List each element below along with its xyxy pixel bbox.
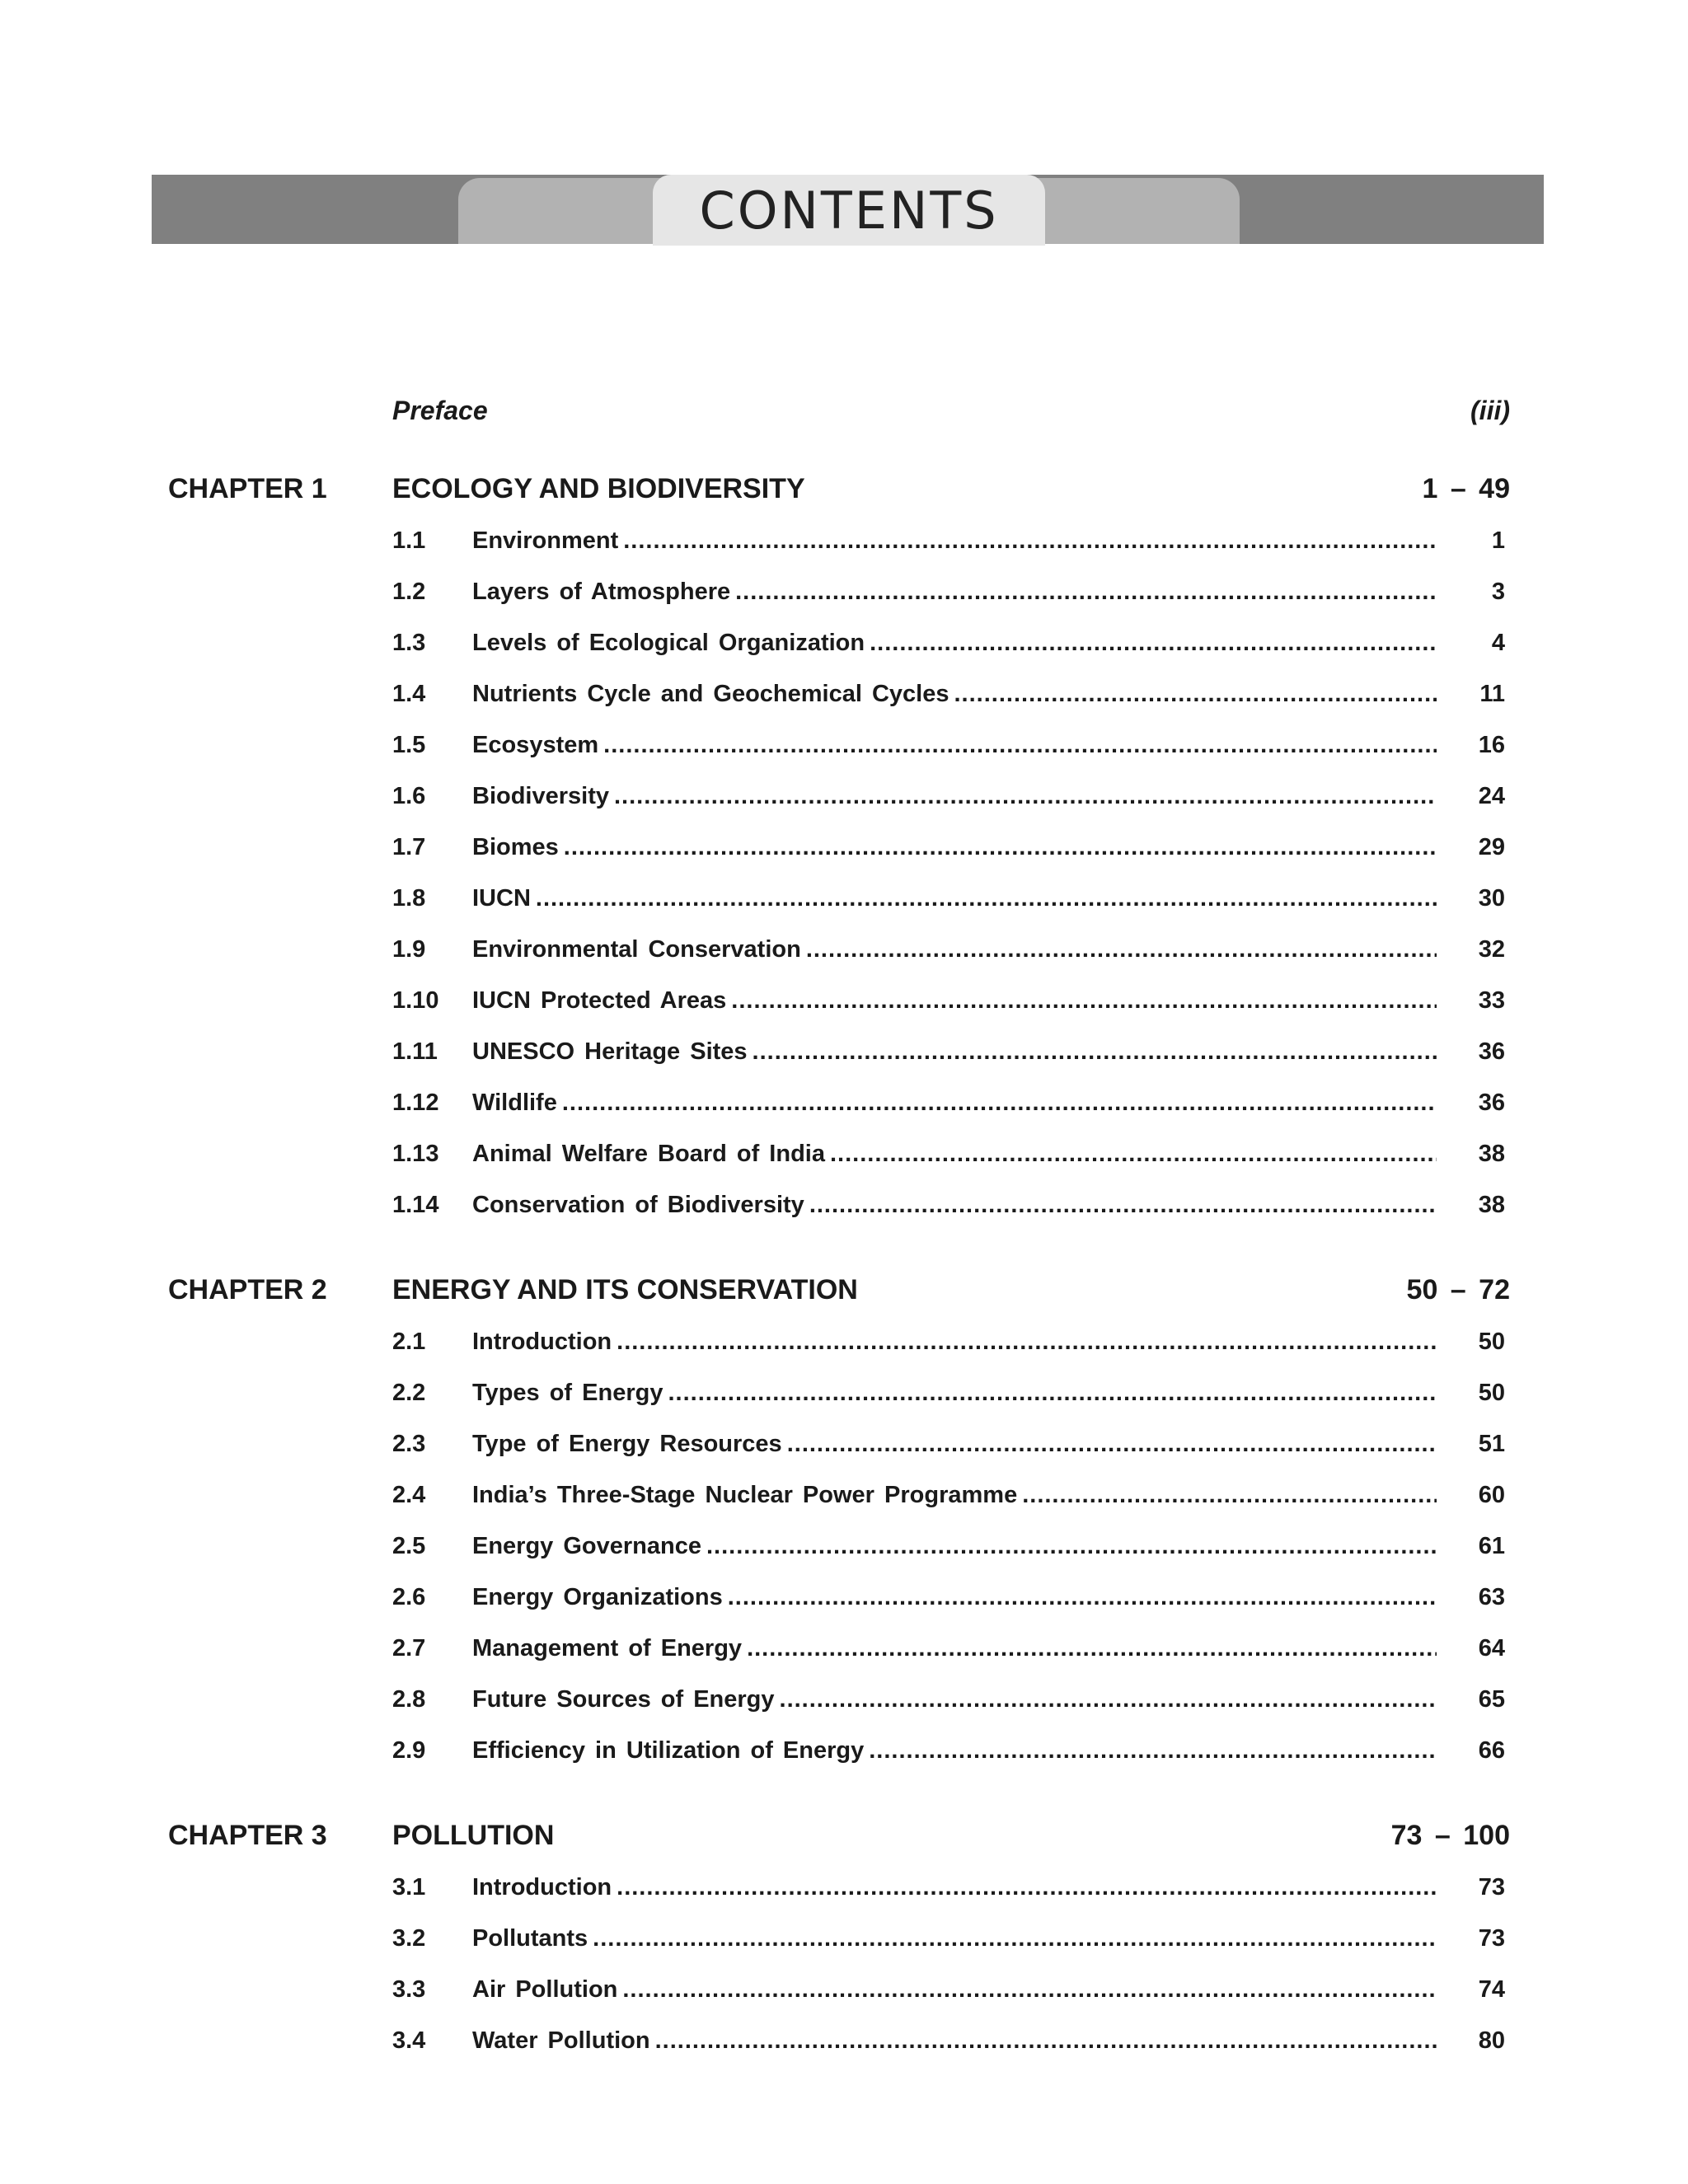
toc-entry[interactable] — [0, 1329, 1688, 1361]
section-page: 32 — [1478, 936, 1505, 963]
section-page: 66 — [1478, 1737, 1505, 1764]
dot-leader — [706, 1533, 1437, 1560]
section-title: Efficiency in Utilization of Energy — [472, 1737, 865, 1764]
chapter-page-range: 50 – 72 — [1406, 1274, 1510, 1305]
section-page: 73 — [1478, 1874, 1505, 1900]
section-page: 16 — [1478, 732, 1505, 758]
preface-label: Preface — [392, 396, 488, 425]
toc-entry[interactable] — [0, 630, 1688, 663]
section-page: 38 — [1478, 1192, 1505, 1218]
section-page: 1 — [1491, 527, 1505, 554]
section-title: Pollutants — [472, 1925, 588, 1952]
section-number: 1.1 — [392, 527, 426, 554]
section-number: 1.12 — [392, 1090, 439, 1116]
section-title: Nutrients Cycle and Geochemical Cycles — [472, 681, 950, 707]
section-page: 33 — [1478, 987, 1505, 1014]
section-title: Ecosystem — [472, 732, 599, 758]
section-title: Air Pollution — [472, 1976, 618, 2003]
section-number: 1.13 — [392, 1141, 439, 1167]
section-title: Types of Energy — [472, 1380, 663, 1406]
section-number: 1.5 — [392, 732, 426, 758]
dot-leader — [728, 1584, 1437, 1611]
section-page: 60 — [1478, 1482, 1505, 1508]
section-page: 36 — [1478, 1038, 1505, 1065]
chapter-label: CHAPTER 1 — [168, 473, 327, 504]
section-page: 64 — [1478, 1635, 1505, 1661]
section-page: 65 — [1478, 1686, 1505, 1713]
toc-entry[interactable] — [0, 1976, 1688, 2009]
page-title: CONTENTS — [699, 180, 999, 241]
dot-leader — [564, 834, 1437, 861]
section-page: 63 — [1478, 1584, 1505, 1610]
section-number: 3.4 — [392, 2027, 426, 2054]
toc-entry[interactable] — [0, 783, 1688, 816]
preface-page: (iii) — [1470, 396, 1510, 425]
section-title: Water Pollution — [472, 2027, 650, 2054]
dot-leader — [655, 2027, 1437, 2055]
toc-entry[interactable] — [0, 1380, 1688, 1413]
section-title: IUCN Protected Areas — [472, 987, 727, 1014]
section-number: 1.7 — [392, 834, 426, 860]
section-title: Energy Governance — [472, 1533, 701, 1559]
section-number: 1.11 — [392, 1038, 438, 1065]
section-title: Layers of Atmosphere — [472, 579, 731, 605]
section-page: 24 — [1478, 783, 1505, 809]
section-page: 61 — [1478, 1533, 1505, 1559]
chapter-page-range: 73 – 100 — [1390, 1820, 1510, 1851]
section-title: Biomes — [472, 834, 559, 860]
section-title: Wildlife — [472, 1090, 557, 1116]
chapter-title: POLLUTION — [392, 1820, 555, 1851]
section-title: Future Sources of Energy — [472, 1686, 775, 1713]
section-title: Animal Welfare Board of India — [472, 1141, 825, 1167]
section-number: 2.8 — [392, 1686, 426, 1713]
toc-entry[interactable] — [0, 1686, 1688, 1719]
toc-entry[interactable] — [0, 527, 1688, 560]
dot-leader — [593, 1925, 1437, 1952]
chapter-label: CHAPTER 2 — [168, 1274, 327, 1305]
section-page: 38 — [1478, 1141, 1505, 1167]
toc-entry[interactable] — [0, 1737, 1688, 1770]
section-page: 50 — [1478, 1380, 1505, 1406]
toc-entry[interactable] — [0, 1141, 1688, 1174]
toc-entry[interactable] — [0, 1482, 1688, 1515]
dot-leader — [623, 527, 1437, 555]
section-number: 2.1 — [392, 1329, 426, 1355]
section-title: Environmental Conservation — [472, 936, 801, 963]
dot-leader — [731, 987, 1437, 1015]
dot-leader — [753, 1038, 1437, 1066]
dot-leader — [735, 579, 1437, 606]
toc-entry[interactable] — [0, 1584, 1688, 1617]
section-number: 3.3 — [392, 1976, 426, 2003]
section-page: 11 — [1479, 681, 1505, 707]
chapter-page-range: 1 – 49 — [1422, 473, 1510, 504]
section-number: 3.2 — [392, 1925, 426, 1952]
dot-leader — [787, 1431, 1437, 1458]
dot-leader — [603, 732, 1437, 759]
section-title: Management of Energy — [472, 1635, 743, 1661]
section-title: India’s Three-Stage Nuclear Power Programme — [472, 1482, 1018, 1508]
section-page: 29 — [1478, 834, 1505, 860]
toc-entry[interactable] — [0, 1533, 1688, 1566]
section-page: 73 — [1478, 1925, 1505, 1952]
section-page: 36 — [1478, 1090, 1505, 1116]
section-page: 80 — [1478, 2027, 1505, 2054]
section-page: 3 — [1491, 579, 1505, 605]
section-page: 74 — [1478, 1976, 1505, 2003]
section-title: Energy Organizations — [472, 1584, 723, 1610]
section-title: Conservation of Biodiversity — [472, 1192, 804, 1218]
dot-leader — [780, 1686, 1437, 1713]
toc-entry[interactable] — [0, 834, 1688, 867]
dot-leader — [617, 1329, 1437, 1356]
section-title: UNESCO Heritage Sites — [472, 1038, 748, 1065]
dot-leader — [1022, 1482, 1437, 1509]
toc-entry[interactable] — [0, 732, 1688, 765]
toc-entry[interactable] — [0, 1635, 1688, 1668]
section-number: 1.14 — [392, 1192, 439, 1218]
toc-entry[interactable] — [0, 579, 1688, 612]
section-title: Introduction — [472, 1874, 612, 1900]
section-title: Levels of Ecological Organization — [472, 630, 865, 656]
dot-leader — [870, 630, 1437, 657]
chapter-title: ENERGY AND ITS CONSERVATION — [392, 1274, 858, 1305]
section-title: Environment — [472, 527, 619, 554]
section-number: 2.5 — [392, 1533, 426, 1559]
toc-entry[interactable] — [0, 2027, 1688, 2060]
section-number: 1.4 — [392, 681, 426, 707]
section-number: 3.1 — [392, 1874, 426, 1900]
section-number: 1.3 — [392, 630, 426, 656]
section-page: 50 — [1478, 1329, 1505, 1355]
section-number: 2.4 — [392, 1482, 426, 1508]
dot-leader — [622, 1976, 1437, 2004]
section-title: Biodiversity — [472, 783, 609, 809]
toc-entry[interactable] — [0, 681, 1688, 714]
toc-entry[interactable] — [0, 1038, 1688, 1071]
toc-entry[interactable] — [0, 1431, 1688, 1464]
section-title: Type of Energy Resources — [472, 1431, 782, 1457]
section-number: 1.2 — [392, 579, 426, 605]
dot-leader — [562, 1090, 1437, 1117]
section-number: 1.10 — [392, 987, 439, 1014]
dot-leader — [614, 783, 1437, 810]
toc-entry[interactable] — [0, 1874, 1688, 1907]
section-number: 1.6 — [392, 783, 426, 809]
dot-leader — [668, 1380, 1437, 1407]
toc-entry[interactable] — [0, 1090, 1688, 1122]
toc-entry[interactable] — [0, 1925, 1688, 1958]
dot-leader — [954, 681, 1437, 708]
section-number: 2.7 — [392, 1635, 426, 1661]
section-title: Introduction — [472, 1329, 612, 1355]
toc-entry[interactable] — [0, 885, 1688, 918]
toc-entry[interactable] — [0, 1192, 1688, 1225]
chapter-title: ECOLOGY AND BIODIVERSITY — [392, 473, 805, 504]
section-page: 51 — [1478, 1431, 1505, 1457]
dot-leader — [809, 1192, 1437, 1219]
toc-entry[interactable] — [0, 987, 1688, 1020]
dot-leader — [536, 885, 1437, 912]
section-page: 30 — [1478, 885, 1505, 912]
section-page: 4 — [1491, 630, 1505, 656]
section-number: 1.9 — [392, 936, 426, 963]
dot-leader — [830, 1141, 1437, 1168]
section-number: 2.3 — [392, 1431, 426, 1457]
chapter-label: CHAPTER 3 — [168, 1820, 327, 1851]
dot-leader — [869, 1737, 1437, 1765]
dot-leader — [617, 1874, 1437, 1901]
section-number: 2.2 — [392, 1380, 426, 1406]
section-number: 1.8 — [392, 885, 426, 912]
section-number: 2.9 — [392, 1737, 426, 1764]
section-number: 2.6 — [392, 1584, 426, 1610]
dot-leader — [747, 1635, 1437, 1662]
section-title: IUCN — [472, 885, 531, 912]
toc-entry[interactable] — [0, 936, 1688, 969]
dot-leader — [806, 936, 1437, 963]
